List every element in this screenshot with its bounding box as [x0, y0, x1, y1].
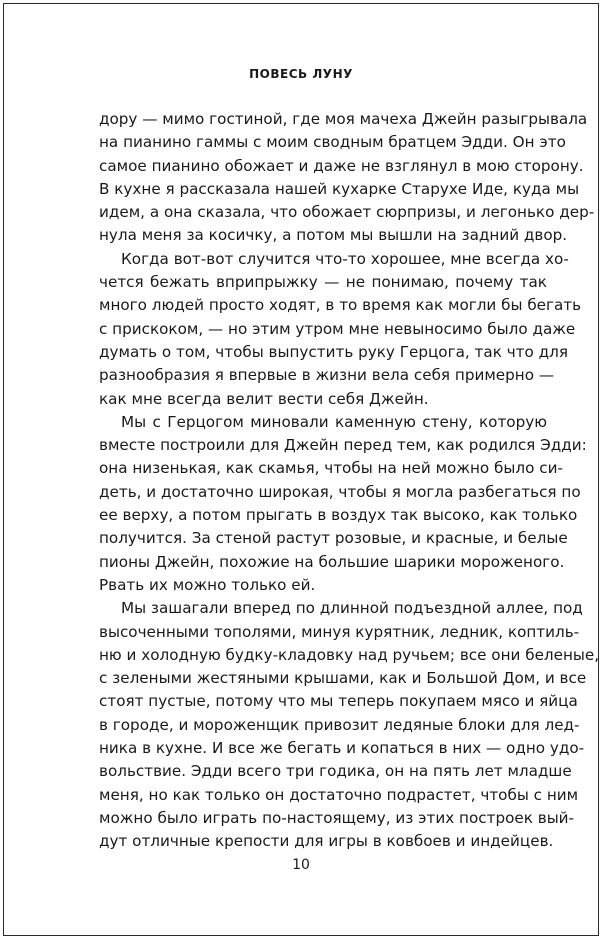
text-line: можно было играть по-настоящему, из этих построек вый- [99, 808, 575, 827]
text-line: ее верху, а потом прыгать в воздух так высоко, как только [99, 506, 578, 525]
text-line: чется бежать вприпрыжку — не понимаю, почему так [99, 273, 547, 292]
text-line: нула меня за косичку, а потом мы вышли на задний двор. [99, 226, 568, 245]
text-line: стоят пустые, потому что мы теперь покупаем мясо и яйца [99, 692, 578, 711]
text-line: она низенькая, как скамья, чтобы на ней можно было си- [99, 459, 563, 478]
paragraph [99, 597, 600, 853]
paragraph [99, 108, 595, 248]
text-line: меня, но как только он достаточно подрастет, чтобы с ним [99, 785, 579, 804]
text-line: самое пианино обожает и даже не взглянул в мою сторону. [99, 156, 584, 175]
text-line: ню и холодную будку-кладовку над ручьем; все они беленые, [99, 645, 600, 664]
paragraph [99, 248, 582, 411]
text-line: высоченными тополями, минуя курятник, ледник, коптиль- [99, 622, 580, 641]
text-line: Мы зашагали вперед по длинной подъездной аллее, под [121, 599, 583, 618]
text-line: ника в кухне. И все же бегать и копаться в них — одно удо- [99, 739, 585, 758]
body-text [99, 108, 600, 854]
text-line: пионы Джейн, похожие на большие шарики мороженого. [99, 552, 565, 571]
text-line: с зелеными жестяными крышами, как и Большой Дом, и все [99, 669, 587, 688]
text-line: вместе построили для Джейн перед тем, как родился Эдди: [99, 436, 587, 455]
running-head: ПОВЕСЬ ЛУНУ [249, 67, 353, 81]
text-line: деть, и достаточно широкая, чтобы я могла разбегаться по [99, 482, 581, 501]
text-line: дут отличные крепости для игры в ковбоев и индейцев. [99, 832, 554, 851]
text-line: с прискоком, — но этим утром мне невыносимо было даже [99, 319, 576, 338]
text-line: много людей просто ходят, в то время как могли бы бегать [99, 296, 582, 315]
text-line: Рвать их можно только ей. [99, 575, 316, 594]
text-line: В кухне я рассказала нашей кухарке Старухе Иде, куда мы [99, 179, 580, 198]
text-line: вольствие. Эдди всего три годика, он на пять лет младше [99, 762, 572, 781]
text-line: разнообразия я впервые в жизни вела себя примерно — [99, 366, 555, 385]
page-number: 10 [292, 857, 310, 873]
text-line: как мне всегда велит вести себя Джейн. [99, 389, 429, 408]
text-line: Мы с Герцогом миновали каменную стену, которую [121, 412, 547, 431]
text-line: в городе, и мороженщик привозит ледяные блоки для лед- [99, 715, 580, 734]
text-line: думать о том, чтобы выпустить руку Герцога, так что для [99, 342, 568, 361]
paragraph [99, 411, 587, 597]
text-line: Когда вот-вот случится что-то хорошее, мне всегда хо- [121, 249, 569, 268]
text-line: идем, а она сказала, что обожает сюрпризы, и легонько дер- [99, 203, 595, 222]
text-line: дору — мимо гостиной, где моя мачеха Джейн разыгрывала [99, 110, 588, 128]
book-page [3, 3, 599, 936]
text-line: получится. За стеной растут розовые, и красные, и белые [99, 529, 568, 548]
text-line: на пианино гаммы с моим сводным братцем Эдди. Он это [99, 133, 566, 152]
